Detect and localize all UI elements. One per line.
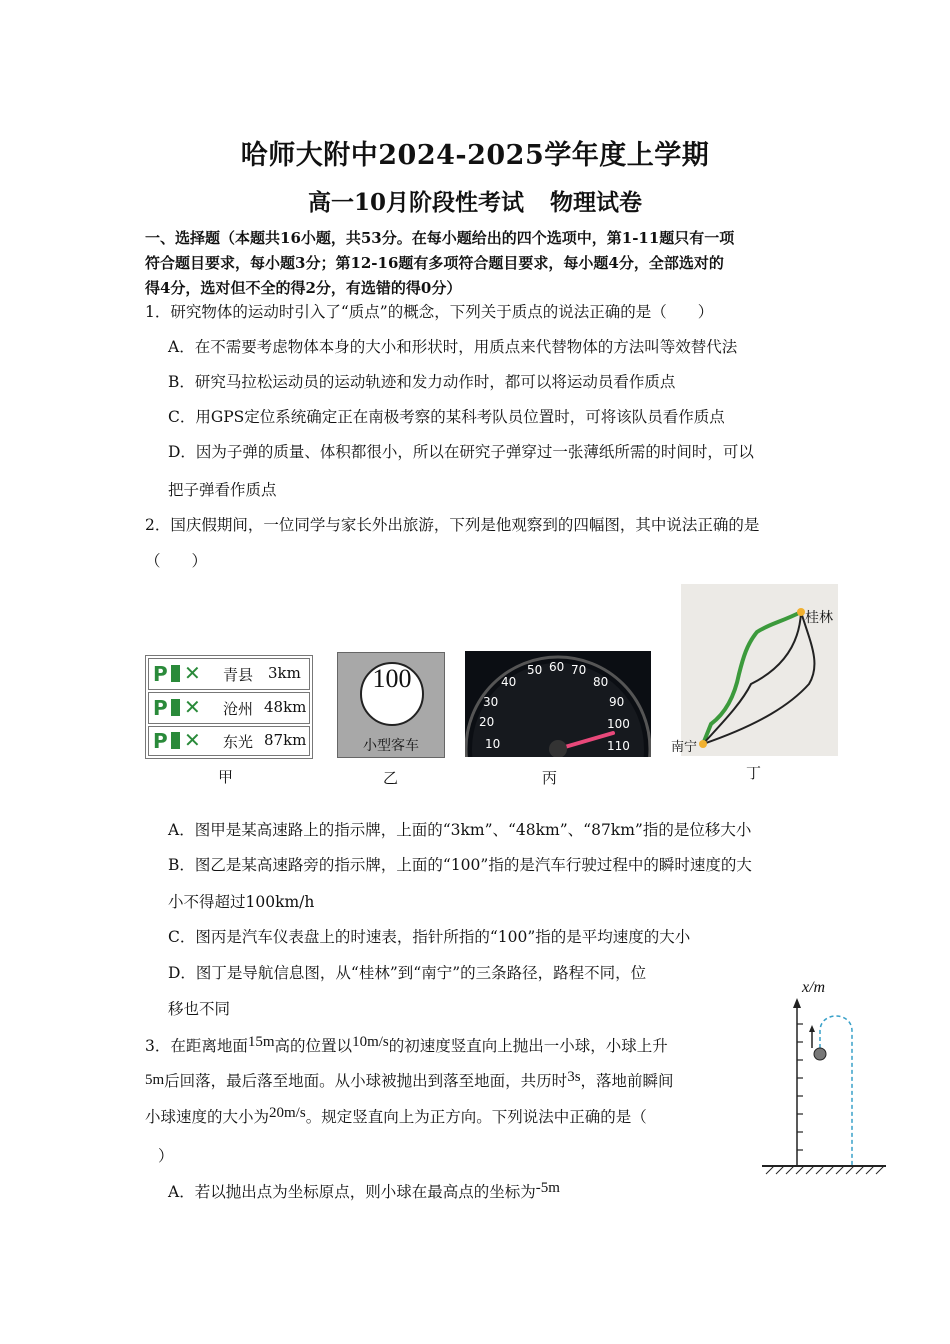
q3-line-1: 3．在距离地面15m高的位置以10m/s的初速度竖直向上抛出一小球，小球上升 (145, 1034, 668, 1055)
caption-bing: 丙 (542, 769, 558, 787)
trajectory-diagram (762, 976, 888, 1184)
restaurant-icon: ✕ (184, 728, 201, 752)
ball-icon (814, 1048, 826, 1060)
parking-icon: P (153, 729, 168, 753)
q1-option-d: D．因为子弹的质量、体积都很小，所以在研究子弹穿过一张薄纸所需的时间时，可以 (168, 443, 754, 461)
q2-option-d-cont: 移也不同 (168, 1000, 231, 1018)
q2-option-b: B．图乙是某高速路旁的指示牌，上面的“100”指的是汽车行驶过程中的瞬时速度的大 (168, 856, 752, 874)
q2-option-d: D．图丁是导航信息图，从“桂林”到“南宁”的三条路径，路程不同，位 (168, 964, 647, 982)
sign-row: P ✕ 东光 87km (148, 726, 310, 756)
fuel-icon (171, 699, 180, 716)
q3-line-2: 5m后回落，最后落至地面。从小球被抛出到落至地面，共历时3s，落地前瞬间 (145, 1069, 674, 1090)
trajectory-path (820, 1016, 852, 1166)
parking-icon: P (153, 662, 168, 686)
page-subtitle: 高一10月阶段性考试 物理试卷 (307, 189, 642, 216)
axis-label-x: x/m (802, 979, 826, 996)
map-label-nanning: 南宁 (671, 740, 698, 755)
page-title: 哈师大附中2024-2025学年度上学期 (240, 140, 710, 171)
q2-option-b-cont: 小不得超过100km/h (168, 893, 315, 911)
q2-option-c: C．图丙是汽车仪表盘上的时速表，指针所指的“100”指的是平均速度的大小 (168, 928, 691, 946)
figure-highway-sign (145, 655, 313, 759)
q3-line-4: ） (158, 1147, 174, 1165)
restaurant-icon: ✕ (184, 661, 201, 685)
q1-option-a: A．在不需要考虑物体本身的大小和形状时，用质点来代替物体的方法叫等效替代法 (168, 338, 738, 356)
figure-speedometer: 10 20 30 40 50 60 70 80 90 100 110 (465, 651, 651, 757)
map-label-guilin: 桂林 (805, 610, 833, 626)
q1-stem: 1．研究物体的运动时引入了“质点”的概念，下列关于质点的说法正确的是（ ） (145, 303, 714, 321)
fuel-icon (171, 665, 180, 682)
q2-option-a: A．图甲是某高速路上的指示牌，上面的“3km”、“48km”、“87km”指的是位移大小 (168, 821, 752, 839)
restaurant-icon: ✕ (184, 695, 201, 719)
axis-arrow-icon (793, 998, 801, 1008)
q1-option-b: B．研究马拉松运动员的运动轨迹和发力动作时，都可以将运动员看作质点 (168, 373, 676, 391)
figure-ball-trajectory (762, 976, 888, 1184)
q2-paren: （ ） (145, 552, 208, 570)
sign-row: P ✕ 青县 3km (148, 658, 310, 690)
q3-option-a: A．若以抛出点为坐标原点，则小球在最高点的坐标为-5m (168, 1180, 560, 1201)
speed-limit-caption: 小型客车 (363, 738, 419, 754)
q1-option-c: C．用GPS定位系统确定正在南极考察的某科考队员位置时，可将该队员看作质点 (168, 408, 725, 426)
sign-row: P ✕ 沧州 48km (148, 692, 310, 724)
caption-jia: 甲 (218, 768, 234, 786)
speed-limit-value: 100 (360, 662, 424, 726)
q1-option-d-cont: 把子弹看作质点 (168, 481, 277, 499)
velocity-arrow-icon (809, 1025, 815, 1032)
figure-speed-limit-sign (337, 652, 445, 758)
caption-ding: 丁 (746, 764, 762, 782)
end-marker-icon (699, 740, 707, 748)
q3-line-3: 小球速度的大小为20m/s。规定竖直向上为正方向。下列说法中正确的是（ (145, 1105, 647, 1126)
parking-icon: P (153, 696, 168, 720)
start-marker-icon (797, 608, 805, 616)
fuel-icon (171, 732, 180, 749)
figure-navigation-map (671, 584, 838, 756)
section-instructions: 一、选择题（本题共16小题，共53分。在每小题给出的四个选项中，第1-11题只有一项 符合题目要求，每小题3分；第12-16题有多项符合题目要求，每小题4分，全部选对的 得4分，选对但不全的得2分，有选错的得0分） (145, 229, 735, 297)
q2-stem: 2．国庆假期间，一位同学与家长外出旅游，下列是他观察到的四幅图，其中说法正确的是 (145, 516, 760, 534)
caption-yi: 乙 (383, 769, 399, 787)
